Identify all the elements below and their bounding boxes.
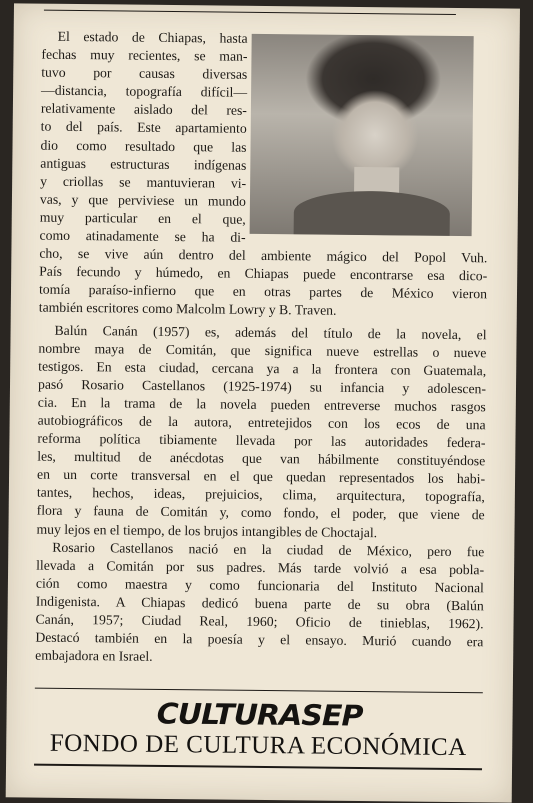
text-line: Indigenista. A Chiapas dedicó buena parte de su obra (Balún: [35, 593, 484, 614]
text-line: nombre maya de Comitán, que significa nueve estrellas o nueve: [38, 340, 487, 360]
text-line: Rosario Castellanos nació en la ciudad de México, pero fue: [52, 539, 485, 559]
text-line: embajadora en Israel.: [35, 647, 153, 665]
text-line: Destacó también en la poesía y el ensayo. Murió cuando era: [35, 629, 484, 650]
text-line: fechas muy recientes, se man-: [41, 46, 248, 64]
text-line: tantes, hechos, ideas, prejuicios, clima, arquitectura, topografía,: [36, 484, 485, 505]
book-back-cover: [6, 3, 520, 802]
text-line: ción como maestra y como funcionaria del Instituto Nacional: [35, 575, 484, 596]
text-line: muy lejos en el tiempo, de los brujos intangibles de Choctajal.: [36, 521, 378, 540]
text-line: cho, se vive aún dentro del ambiente mágico del Popol Vuh.: [39, 245, 488, 266]
text-line: muy particular en el que,: [39, 209, 246, 227]
paragraph-3: [35, 538, 484, 669]
text-line: testigos. En esta ciudad, cercana ya a la frontera con Guatemala,: [38, 358, 487, 379]
paragraph-2: [36, 321, 486, 543]
top-rule: [44, 10, 456, 15]
blurb-text: [35, 28, 490, 670]
text-line: también escritores como Malcolm Lowry y B. Traven.: [38, 300, 337, 319]
text-line: tomía paraíso-infierno que en otras partes de México vieron: [38, 281, 488, 302]
text-line: Canán, 1957; Ciudad Real, 1960; Oficio de tinieblas, 1962).: [35, 611, 484, 632]
text-line: —distancia, topografía difícil—: [41, 82, 248, 101]
text-line: País fecundo y húmedo, en Chiapas puede encontrarse esa dico-: [39, 263, 488, 284]
text-line: pasó Rosario Castellanos (1925-1974) su infancia y adolescen-: [37, 376, 487, 397]
text-line: autobiográficos de la autora, entretejidos con los ecos de una: [37, 412, 486, 433]
text-line: dio como resultado que las: [40, 137, 247, 155]
paragraph-1-continued: [39, 245, 488, 322]
text-line: y criollas se mantuvieran vi-: [40, 173, 247, 191]
text-line: tuvo por causas diversas: [41, 64, 248, 82]
text-line: en un corte transversal en el que quedan representados los habi-: [37, 466, 486, 487]
cultura-sep-logo: [6, 696, 512, 735]
text-line: to del país. Este apartamiento: [40, 119, 247, 137]
publisher-name: FONDO DE CULTURA ECONÓMICA: [49, 729, 467, 762]
bottom-rule: [34, 764, 482, 771]
text-line: vas, y que perviviese un mundo: [39, 191, 247, 209]
logo-word-sep: SEP: [301, 699, 363, 734]
middle-rule: [35, 688, 483, 694]
text-line: cia. En la trama de la novela pueden entreverse muchos rasgos: [37, 394, 486, 415]
text-line: flora y fauna de Comitán y, como fondo, el poder, que viene de: [36, 503, 485, 523]
paragraph-1-wrapped: [39, 28, 247, 247]
text-line: antiguas estructuras indígenas: [40, 155, 247, 173]
text-line: Balún Canán (1957) es, además del título de la novela, el: [54, 322, 487, 342]
text-line: relativamente aislado del res-: [40, 101, 247, 119]
text-line: les, multitud de anécdotas que van hábilmente constituyéndose: [37, 448, 486, 469]
text-line: llevada a Comitán por sus padres. Más tarde volvió a esa pobla-: [36, 557, 485, 578]
text-line: como atinadamente se ha di-: [39, 227, 246, 245]
text-line: El estado de Chiapas, hasta: [57, 28, 248, 46]
logo-word-cultura: CULTURA: [156, 697, 302, 733]
text-line: reforma política tibiamente llevada por las autoridades federa-: [37, 430, 486, 451]
